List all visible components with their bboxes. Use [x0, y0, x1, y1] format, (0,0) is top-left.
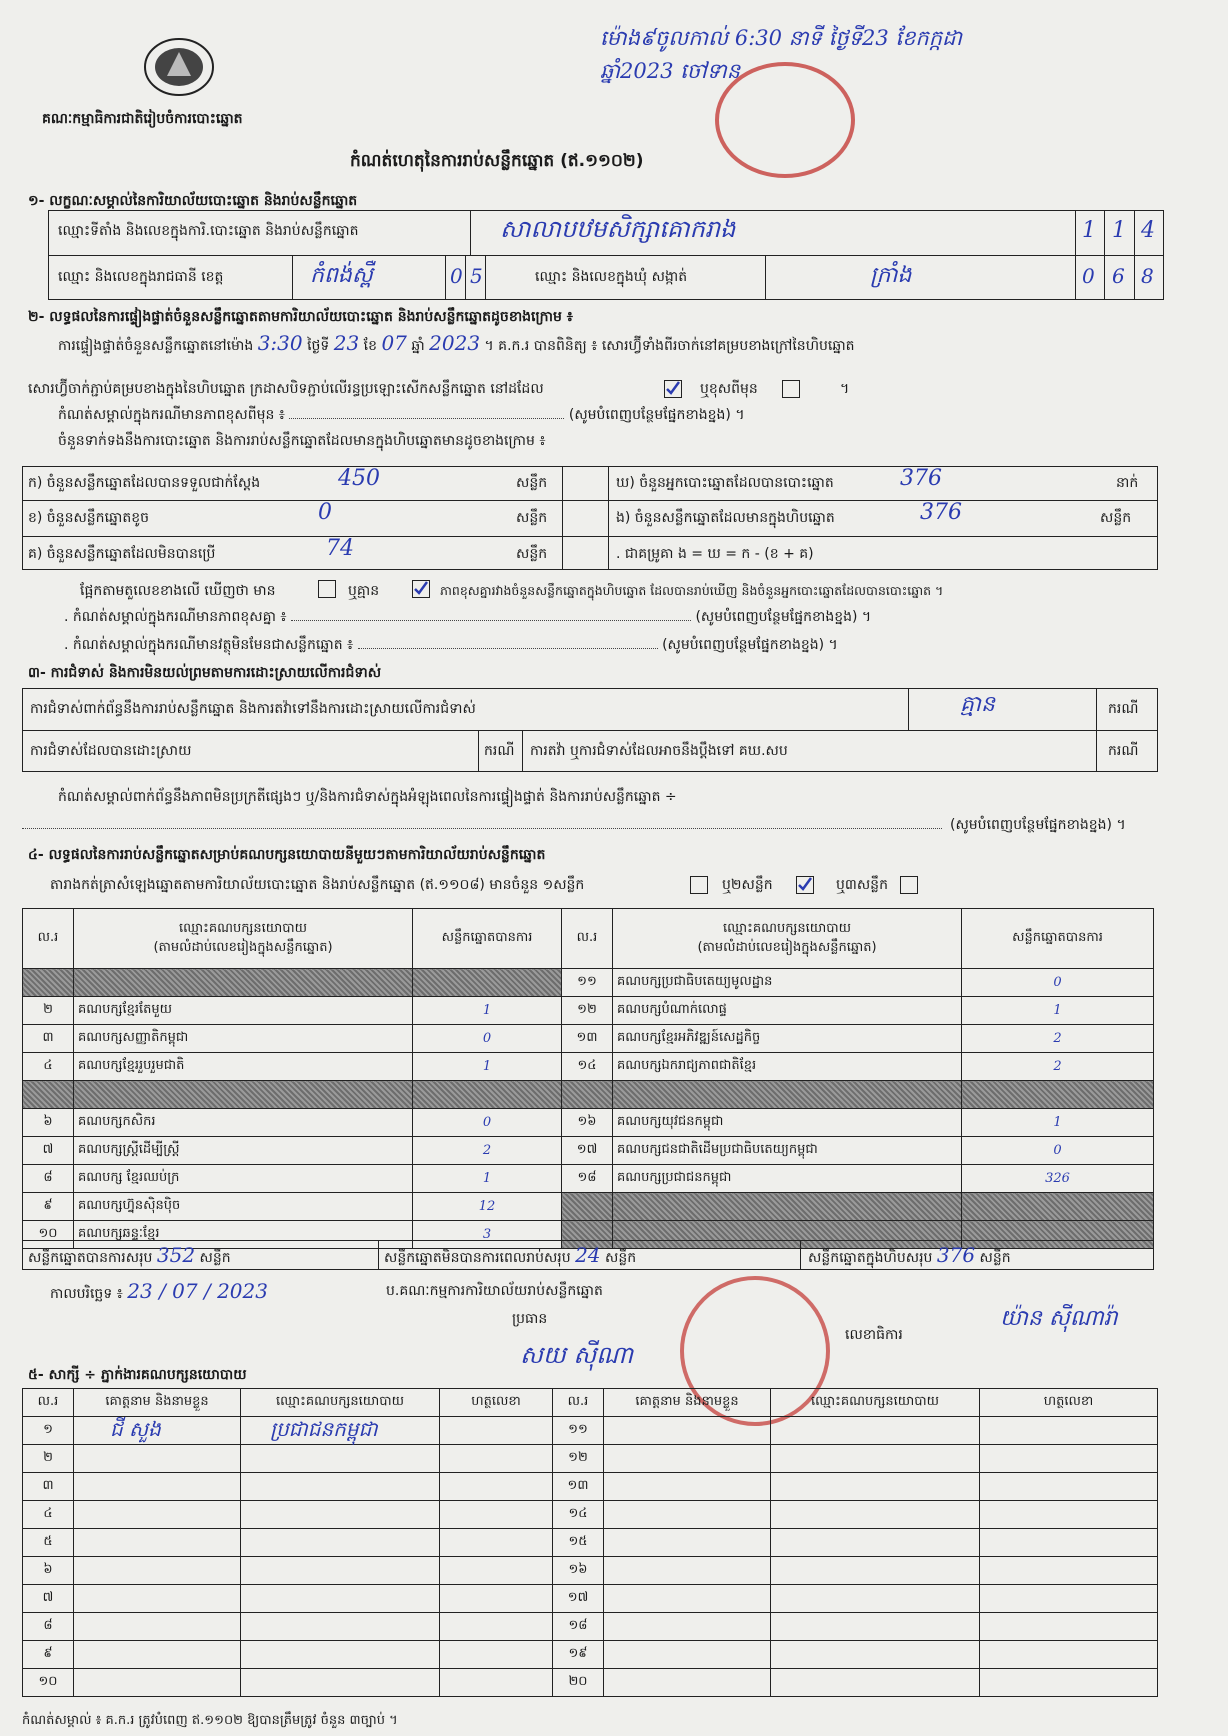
date-line: កាលបរិច្ឆេទ ៖ 23 / 07 / 2023	[50, 1279, 268, 1303]
party-row	[23, 1025, 1154, 1053]
party-votes-left	[413, 969, 562, 997]
party-votes-left: 1	[413, 997, 562, 1025]
box-total-line: សន្លឹកឆ្នោតក្នុងហិបសរុប 376 សន្លឹក	[808, 1243, 1011, 1267]
valid-total-value: 352	[156, 1243, 196, 1267]
witness-row	[23, 1613, 1158, 1641]
witness-sign-left[interactable]	[440, 1557, 553, 1585]
party-votes-right: 326	[962, 1165, 1154, 1193]
chair-label: ប្រធាន	[512, 1311, 548, 1327]
witness-party-right[interactable]	[771, 1669, 980, 1697]
witness-col-no-right: ល.រ	[553, 1389, 604, 1417]
verification-day: 23	[333, 331, 360, 355]
witness-sign-right[interactable]	[980, 1557, 1158, 1585]
discrepancy-note-line: . កំណត់សម្គាល់ក្នុងករណីមានភាពខុសគ្នា ៖ (សូមបំពេញបន្ថែមផ្នែកខាងខ្នង) ។	[64, 609, 872, 625]
witness-no-right: ១៦	[553, 1557, 604, 1585]
province-code-2: 5	[470, 264, 483, 288]
tally-2-sheet-label: ឬ២សន្លឹក	[722, 877, 773, 893]
witness-sign-left[interactable]	[440, 1445, 553, 1473]
witness-no-left: ៥	[23, 1529, 74, 1557]
witness-row	[23, 1417, 1158, 1445]
witness-sign-left[interactable]	[440, 1473, 553, 1501]
party-party-left: គណបក្សខ្មែររួបរួមជាតិ	[74, 1053, 413, 1081]
witness-party-right[interactable]	[771, 1641, 980, 1669]
tally-2-sheet-checkbox[interactable]	[796, 876, 814, 894]
irregularity-note-field[interactable]	[22, 828, 942, 829]
witness-party-right[interactable]	[771, 1557, 980, 1585]
date-value: 23 / 07 / 2023	[127, 1279, 268, 1303]
party-no-left	[23, 1081, 74, 1109]
party-no-left: ១០	[23, 1221, 74, 1249]
witness-no-left: ៨	[23, 1613, 74, 1641]
witness-name-right[interactable]	[604, 1501, 771, 1529]
discrepancy-desc: ភាពខុសគ្នារវាងចំនួនសន្លឹកឆ្នោតក្នុងហិបឆ្នោត ដែលបានរាប់ឃើញ និងចំនួនអ្នកបោះឆ្នោតដែលបានបោះឆ្នោត ។	[440, 583, 944, 598]
party-party-left: គណបក្សខ្មែរតែមួយ	[74, 997, 413, 1025]
spoiled-ballots-label: ខ) ចំនួនសន្លឹកឆ្នោតខូច	[28, 510, 149, 526]
party-results-table	[22, 908, 1154, 1249]
party-party-left: គណបក្សសញ្ញាតិកម្ពុជា	[74, 1025, 413, 1053]
witness-sign-right[interactable]	[980, 1445, 1158, 1473]
chair-signature: សយ ស៊ីណា	[520, 1341, 634, 1369]
witness-party-right[interactable]	[771, 1501, 980, 1529]
witness-row	[23, 1501, 1158, 1529]
discrepancy-note-field[interactable]	[291, 620, 691, 621]
tally-1-sheet-checkbox[interactable]	[690, 876, 708, 894]
party-no-left: ៤	[23, 1053, 74, 1081]
received-ballots-label: ក) ចំនួនសន្លឹកឆ្នោតដែលបានទទួលជាក់ស្តែង	[28, 475, 261, 491]
party-party-right	[613, 1081, 962, 1109]
witness-name-left[interactable]	[74, 1557, 241, 1585]
witness-1-name: ជី សួង	[110, 1417, 161, 1441]
col-party-left: ឈ្មោះគណបក្សនយោបាយ (តាមលំដាប់លេខរៀងក្នុងសន្លឹកឆ្នោត)	[74, 909, 413, 969]
voters-label: ឃ) ចំនួនអ្នកបោះឆ្នោតដែលបានបោះឆ្នោត	[616, 475, 834, 491]
party-row	[23, 1165, 1154, 1193]
witness-party-left[interactable]	[241, 1501, 440, 1529]
witness-no-left: ៩	[23, 1641, 74, 1669]
witness-sign-left[interactable]	[440, 1417, 553, 1445]
commune-label: ឈ្មោះ និងលេខក្នុងឃុំ សង្កាត់	[535, 269, 688, 285]
witness-name-left[interactable]	[74, 1641, 241, 1669]
tally-3-sheet-label: ឬ៣សន្លឹក	[836, 877, 888, 893]
commune-value: ក្រាំង	[870, 263, 912, 288]
party-votes-left: 0	[413, 1025, 562, 1053]
form-title: កំណត់ហេតុនៃការរាប់សន្លឹកឆ្នោត (ឥ.១១០២)	[350, 151, 644, 171]
party-party-left: គណបក្សកសិករ	[74, 1109, 413, 1137]
seal-unchanged-checkbox[interactable]	[664, 380, 682, 398]
witness-party-right[interactable]	[771, 1417, 980, 1445]
witness-col-party-right: ឈ្មោះគណបក្សនយោបាយ	[771, 1389, 980, 1417]
difference-note-line: កំណត់សម្គាល់ក្នុងករណីមានភាពខុសពីមុន ៖ (សូមបំពេញបន្ថែមផ្នែកខាងខ្នង) ។	[58, 407, 745, 423]
party-votes-left: 2	[413, 1137, 562, 1165]
witness-no-right: ១៣	[553, 1473, 604, 1501]
counts-intro: ចំនួនទាក់ទងនឹងការបោះឆ្នោត និងការរាប់សន្លឹកឆ្នោតដែលមានក្នុងហិបឆ្នោតមានដូចខាងក្រោម ៖	[58, 433, 546, 449]
party-votes-left: 12	[413, 1193, 562, 1221]
witness-no-right: ១៩	[553, 1641, 604, 1669]
witness-sign-right[interactable]	[980, 1501, 1158, 1529]
office-label: ឈ្មោះទីតាំង និងលេខក្នុងការិ.បោះឆ្នោត និងរាប់សន្លឹកឆ្នោត	[58, 223, 359, 239]
discrepancy-yes-checkbox[interactable]	[318, 580, 336, 598]
unused-ballots-unit: សន្លឹក	[516, 546, 548, 562]
witness-sign-left[interactable]	[440, 1641, 553, 1669]
province-code-1: 0	[450, 264, 463, 288]
party-row	[23, 997, 1154, 1025]
party-party-left: គណបក្សឆន្ទៈខ្មែរ	[74, 1221, 413, 1249]
verification-time: 3:30	[257, 331, 303, 355]
verification-month: 07	[381, 331, 407, 355]
witness-no-left: ៤	[23, 1501, 74, 1529]
witness-party-right[interactable]	[771, 1529, 980, 1557]
received-ballots-value: 450	[338, 466, 380, 491]
witness-name-left[interactable]	[74, 1529, 241, 1557]
witness-no-right: ១១	[553, 1417, 604, 1445]
witness-sign-left[interactable]	[440, 1585, 553, 1613]
witness-name-right[interactable]	[604, 1613, 771, 1641]
party-no-right: ១១	[562, 969, 613, 997]
irregularity-note-end: (សូមបំពេញបន្ថែមផ្នែកខាងខ្នង) ។	[950, 817, 1126, 833]
party-party-left	[74, 969, 413, 997]
witness-row	[23, 1585, 1158, 1613]
verification-line-2: សោរហ្វ៊ីចាក់ភ្ជាប់គម្របខាងក្នុងនៃហិបឆ្នោត ក្រដាសបិទភ្ជាប់លើរន្ធប្រឡោះសើកសន្លឹកឆ្នោត នៅដដែល	[28, 381, 544, 397]
party-no-left: ៦	[23, 1109, 74, 1137]
seal-changed-checkbox[interactable]	[782, 380, 800, 398]
witness-col-name-left: គោត្តនាម និងនាមខ្លួន	[74, 1389, 241, 1417]
witness-party-left[interactable]	[241, 1585, 440, 1613]
witness-row	[23, 1557, 1158, 1585]
witness-col-no-left: ល.រ	[23, 1389, 74, 1417]
witness-sign-right[interactable]	[980, 1417, 1158, 1445]
party-party-right	[613, 1193, 962, 1221]
objections-row-1: ការជំទាស់ពាក់ព័ន្ធនឹងការរាប់សន្លឹកឆ្នោត និងការតវ៉ាទៅនឹងការដោះស្រាយលើការជំទាស់	[30, 701, 476, 717]
witness-no-right: ១៧	[553, 1585, 604, 1613]
party-votes-right: 1	[962, 1109, 1154, 1137]
party-no-right: ១៨	[562, 1165, 613, 1193]
objections-resolved: ការជំទាស់ដែលបានដោះស្រាយ	[30, 743, 192, 759]
col-votes-left: សន្លឹកឆ្នោតបានការ	[413, 909, 562, 969]
ballots-in-box-label: ង) ចំនួនសន្លឹកឆ្នោតដែលមានក្នុងហិបឆ្នោត	[616, 510, 835, 526]
commune-code-1: 0	[1082, 264, 1095, 288]
witness-no-right: ១៥	[553, 1529, 604, 1557]
party-party-left: គណបក្ស ខ្មែរឈប់ក្រ	[74, 1165, 413, 1193]
committee-label: ប.គណៈកម្មការការិយាល័យរាប់សន្លឹកឆ្នោត	[386, 1283, 603, 1299]
ballots-in-box-unit: សន្លឹក	[1100, 510, 1132, 526]
party-no-right: ១៧	[562, 1137, 613, 1165]
witness-name-right[interactable]	[604, 1557, 771, 1585]
witness-name-left[interactable]	[74, 1585, 241, 1613]
formula: . ជាគម្រូគា ង = ឃ = ក - (ខ + គ)	[616, 546, 814, 562]
party-votes-right	[962, 1081, 1154, 1109]
irregularity-note: កំណត់សម្គាល់ពាក់ព័ន្ធនឹងភាពមិនប្រក្រតីផ្សេងៗ ឬ/និងការជំទាស់ក្នុងអំឡុងពេលនៃការផ្ទៀងផ្ទាត់ និងការរាប់សន្លឹកឆ្នោត ÷	[58, 789, 677, 805]
witness-no-right: ១៤	[553, 1501, 604, 1529]
witness-sign-left[interactable]	[440, 1613, 553, 1641]
witness-party-left[interactable]	[241, 1529, 440, 1557]
party-party-right: គណបក្សឯករាជ្យភាពជាតិខ្មែរ	[613, 1053, 962, 1081]
witness-col-party-left: ឈ្មោះគណបក្សនយោបាយ	[241, 1389, 440, 1417]
party-votes-right: 2	[962, 1025, 1154, 1053]
witness-party-right[interactable]	[771, 1445, 980, 1473]
secretary-label: លេខាធិការ	[845, 1327, 903, 1343]
witness-row	[23, 1473, 1158, 1501]
province-value: កំពង់ស្ពឺ	[310, 263, 373, 288]
party-no-right: ១៤	[562, 1053, 613, 1081]
case-label-3: ករណី	[1108, 743, 1139, 759]
witness-row	[23, 1669, 1158, 1697]
witness-sign-right[interactable]	[980, 1669, 1158, 1697]
witness-col-name-right: គោត្តនាម និងនាមខ្លួន	[604, 1389, 771, 1417]
col-votes-right: សន្លឹកឆ្នោតបានការ	[962, 909, 1154, 969]
party-row	[23, 969, 1154, 997]
tally-sheet-line: តារាងកត់ត្រាសំឡេងឆ្នោតតាមការិយាល័យបោះឆ្នោត និងរាប់សន្លឹកឆ្នោត (ឥ.១១០៨) មានចំនួន ១សន្លឹក	[50, 877, 585, 893]
party-votes-right: 0	[962, 969, 1154, 997]
witness-name-right[interactable]	[604, 1529, 771, 1557]
witness-row	[23, 1529, 1158, 1557]
party-votes-right: 2	[962, 1053, 1154, 1081]
unused-ballots-label: គ) ចំនួនសន្លឹកឆ្នោតដែលមិនបានប្រើ	[28, 546, 216, 562]
witness-row	[23, 1641, 1158, 1669]
section-4-heading: ៤- លទ្ធផលនៃការរាប់សន្លឹកឆ្នោតសម្រាប់គណបក្សនយោបាយនីមួយៗតាមការិយាល័យរាប់សន្លឹកឆ្នោត	[28, 847, 546, 863]
case-label-2: ករណី	[484, 743, 515, 759]
witness-name-right[interactable]	[604, 1445, 771, 1473]
witness-party-left[interactable]	[241, 1641, 440, 1669]
witness-sign-right[interactable]	[980, 1585, 1158, 1613]
witness-party-right[interactable]	[771, 1473, 980, 1501]
voters-value: 376	[900, 466, 942, 491]
ballots-in-box-value: 376	[920, 500, 962, 525]
commune-code-3: 8	[1141, 264, 1154, 288]
witness-no-left: ១០	[23, 1669, 74, 1697]
party-party-left: គណបក្សហ្វ៊ុនស៊ិនប៉ិច	[74, 1193, 413, 1221]
col-no-right: ល.រ	[562, 909, 613, 969]
difference-note-field[interactable]	[289, 418, 564, 419]
seal-changed-label: ឬខុសពីមុន	[700, 381, 758, 397]
witness-name-right[interactable]	[604, 1669, 771, 1697]
party-row	[23, 1193, 1154, 1221]
party-votes-left	[413, 1081, 562, 1109]
witness-sign-right[interactable]	[980, 1641, 1158, 1669]
party-row	[23, 1053, 1154, 1081]
party-no-left: ៨	[23, 1165, 74, 1193]
witness-no-left: ៧	[23, 1585, 74, 1613]
invalid-total-line: សន្លឹកឆ្នោតមិនបានការពេលរាប់សរុប 24 សន្លឹក	[384, 1243, 637, 1267]
unused-ballots-value: 74	[326, 536, 354, 561]
witness-name-right[interactable]	[604, 1473, 771, 1501]
witness-sign-left[interactable]	[440, 1501, 553, 1529]
party-party-right: គណបក្សជនជាតិដើមប្រជាធិបតេយ្យកម្ពុជា	[613, 1137, 962, 1165]
witness-sign-right[interactable]	[980, 1529, 1158, 1557]
province-label: ឈ្មោះ និងលេខក្នុងរាជធានី ខេត្ត	[58, 269, 224, 285]
section-3-heading: ៣- ការជំទាស់ និងការមិនយល់ព្រមតាមការដោះស្រាយលើការជំទាស់	[28, 665, 382, 681]
party-votes-right	[962, 1193, 1154, 1221]
nec-emblem	[140, 36, 218, 98]
party-party-right: គណបក្សប្រជាធិបតេយ្យមូលដ្ឋាន	[613, 969, 962, 997]
objections-count: គ្មាន	[960, 692, 995, 717]
party-party-left	[74, 1081, 413, 1109]
spoiled-ballots-unit: សន្លឹក	[516, 510, 548, 526]
party-no-right	[562, 1193, 613, 1221]
witness-name-left[interactable]	[74, 1613, 241, 1641]
spoiled-ballots-value: 0	[318, 500, 332, 525]
commune-code-2: 6	[1112, 264, 1125, 288]
invalid-total-value: 24	[575, 1243, 601, 1267]
voters-unit: នាក់	[1116, 475, 1139, 491]
party-row	[23, 1081, 1154, 1109]
witness-1-party: ប្រជាជនកម្ពុជា	[270, 1417, 378, 1441]
witness-no-left: ៦	[23, 1557, 74, 1585]
section-5-heading: ៥- សាក្សី ÷ ភ្នាក់ងារគណបក្សនយោបាយ	[28, 1367, 247, 1383]
witness-name-left[interactable]	[74, 1445, 241, 1473]
party-row	[23, 1109, 1154, 1137]
party-votes-left: 1	[413, 1165, 562, 1193]
witness-party-right[interactable]	[771, 1613, 980, 1641]
party-party-right: គណបក្សយុវជនកម្ពុជា	[613, 1109, 962, 1137]
office-code-1: 1	[1082, 218, 1096, 243]
party-no-right	[562, 1081, 613, 1109]
witness-col-sign-right: ហត្ថលេខា	[980, 1389, 1158, 1417]
party-party-left: គណបក្សស្ត្រីដើម្បីស្ត្រី	[74, 1137, 413, 1165]
tally-3-sheet-checkbox[interactable]	[900, 876, 918, 894]
party-no-right: ១៦	[562, 1109, 613, 1137]
party-votes-left: 0	[413, 1109, 562, 1137]
witness-sign-left[interactable]	[440, 1529, 553, 1557]
party-no-right: ១២	[562, 997, 613, 1025]
objections-appeal: ការតវ៉ា ឬការជំទាស់ដែលអាចនឹងប្តឹងទៅ គឃ.សប	[530, 743, 788, 759]
witness-no-left: ២	[23, 1445, 74, 1473]
office-code-3: 4	[1141, 218, 1155, 243]
party-no-left: ២	[23, 997, 74, 1025]
section-2-heading: ២- លទ្ធផលនៃការផ្ទៀងផ្ទាត់ចំនួនសន្លឹកឆ្នោតតាមការិយាល័យបោះឆ្នោត និងរាប់សន្លឹកឆ្នោតដូចខាងក្រោម ៖	[28, 309, 573, 325]
witness-party-left[interactable]	[241, 1557, 440, 1585]
witness-row	[23, 1445, 1158, 1473]
foreign-object-note-line: . កំណត់សម្គាល់ក្នុងករណីមានវត្ថុមិនមែនជាសន្លឹកឆ្នោត ៖ (សូមបំពេញបន្ថែមផ្នែកខាងខ្នង) ។	[64, 637, 838, 653]
footer-note: កំណត់សម្គាល់ ៖ គ.ក.រ ត្រូវបំពេញ ឥ.១១០២ ឱ្យបានត្រឹមត្រូវ ចំនួន ៣ច្បាប់ ។	[22, 1713, 398, 1728]
verification-line-1: ការផ្ទៀងផ្ទាត់ចំនួនសន្លឹកឆ្នោតនៅម៉ោង 3:30 ថ្ងៃទី 23 ខែ 07 ឆ្នាំ 2023 ។ គ.ក.រ បានពិនិត្យ ៖ សោរហ្វ៊ីទាំងពីរចាក់នៅគម្របខាងក្រៅនៃហិបឆ្នោត	[58, 331, 855, 355]
witness-name-left[interactable]	[74, 1501, 241, 1529]
witness-party-left[interactable]	[241, 1445, 440, 1473]
witness-party-left[interactable]	[241, 1669, 440, 1697]
witness-no-right: ១៨	[553, 1613, 604, 1641]
official-seal-top	[715, 62, 855, 178]
party-no-right: ១៣	[562, 1025, 613, 1053]
box-total-value: 376	[936, 1243, 976, 1267]
party-votes-right: 0	[962, 1137, 1154, 1165]
witness-col-sign-left: ហត្ថលេខា	[440, 1389, 553, 1417]
discrepancy-no-checkbox[interactable]	[412, 580, 430, 598]
col-party-right: ឈ្មោះគណបក្សនយោបាយ (តាមលំដាប់លេខរៀងក្នុងសន្លឹកឆ្នោត)	[613, 909, 962, 969]
witness-sign-left[interactable]	[440, 1669, 553, 1697]
handwritten-header-note: ម៉ោង៩ចូលកាល់ 6:30 នាទី ថ្ងៃទី23 ខែកក្កដា ឆ្នាំ2023 ចៅទាន	[600, 26, 963, 83]
discrepancy-no-label: ឬគ្មាន	[348, 583, 380, 599]
party-votes-left: 3	[413, 1221, 562, 1249]
witness-party-left[interactable]	[241, 1473, 440, 1501]
party-no-left	[23, 969, 74, 997]
witness-no-right: ១២	[553, 1445, 604, 1473]
secretary-signature: យ៉ាន ស៊ីណារ៉ា	[1000, 1306, 1118, 1331]
party-votes-left: 1	[413, 1053, 562, 1081]
witness-no-left: ១	[23, 1417, 74, 1445]
witness-party-left[interactable]	[241, 1613, 440, 1641]
org-name: គណៈកម្មាធិការជាតិរៀបចំការបោះឆ្នោត	[42, 111, 243, 127]
witness-sign-right[interactable]	[980, 1473, 1158, 1501]
witness-name-right[interactable]	[604, 1585, 771, 1613]
foreign-object-note-field[interactable]	[358, 648, 658, 649]
witness-no-left: ៣	[23, 1473, 74, 1501]
witness-sign-right[interactable]	[980, 1613, 1158, 1641]
office-code-2: 1	[1112, 218, 1126, 243]
line-end-mark: ។	[840, 381, 850, 397]
party-party-right: គណបក្សប្រជាជនកម្ពុជា	[613, 1165, 962, 1193]
witness-table	[22, 1388, 1158, 1697]
witness-name-right[interactable]	[604, 1641, 771, 1669]
witness-party-right[interactable]	[771, 1585, 980, 1613]
office-value: សាលាបឋមសិក្សាគោករាង	[500, 215, 736, 243]
witness-no-right: ២០	[553, 1669, 604, 1697]
party-votes-right: 1	[962, 997, 1154, 1025]
witness-name-left[interactable]	[74, 1669, 241, 1697]
party-no-left: ៩	[23, 1193, 74, 1221]
witness-name-left[interactable]	[74, 1473, 241, 1501]
received-ballots-unit: សន្លឹក	[516, 475, 548, 491]
party-no-left: ៣	[23, 1025, 74, 1053]
party-party-right: គណបក្សបំណាក់លោផ្ទ	[613, 997, 962, 1025]
discrepancy-line: ផ្អែកតាមតួលេខខាងលើ ឃើញថា មាន	[80, 583, 276, 599]
section-1-heading: ១- លក្ខណៈសម្គាល់នៃការិយាល័យបោះឆ្នោត និងរាប់សន្លឹកឆ្នោត	[28, 193, 358, 209]
party-row	[23, 1137, 1154, 1165]
col-no-left: ល.រ	[23, 909, 74, 969]
party-no-left: ៧	[23, 1137, 74, 1165]
valid-total-line: សន្លឹកឆ្នោតបានការសរុប 352 សន្លឹក	[28, 1243, 231, 1267]
witness-name-right[interactable]	[604, 1417, 771, 1445]
party-party-right: គណបក្សខ្មែរអភិវឌ្ឍន៍សេដ្ឋកិច្ច	[613, 1025, 962, 1053]
verification-year: 2023	[429, 331, 481, 355]
case-label-1: ករណី	[1108, 701, 1139, 717]
